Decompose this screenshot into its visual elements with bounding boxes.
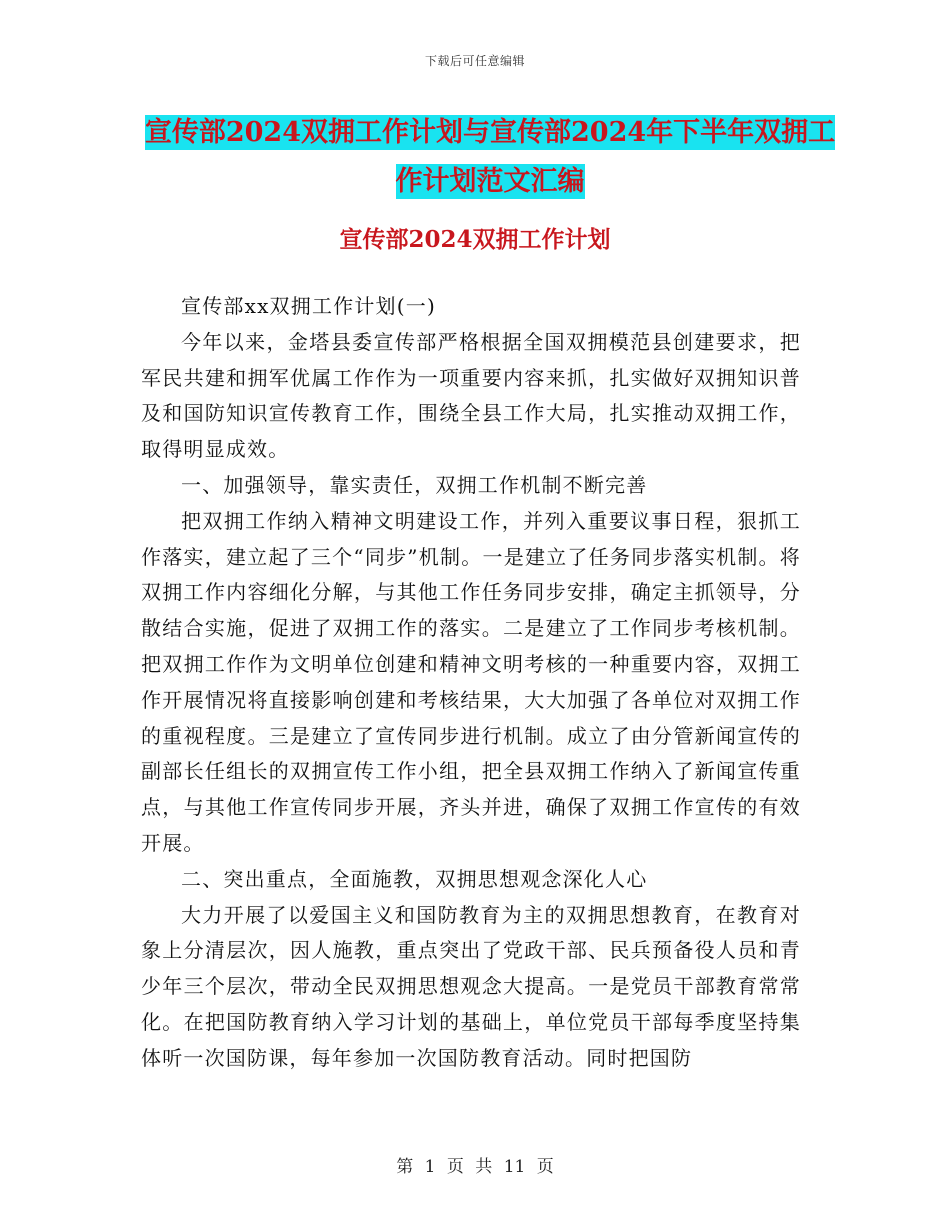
paragraph: 大力开展了以爱国主义和国防教育为主的双拥思想教育，在教育对象上分清层次，因人施教，重点突出了党政干部、民兵预备役人员和青少年三个层次，带动全民双拥思想观念大提高。一是党员干部教育常常化。在把国防教育纳入学习计划的基础上，单位党员干部每季度坚持集体听一次国防课，每年参加一次国防教育活动。同时把国防 bbox=[141, 902, 801, 1070]
paragraph: 今年以来，金塔县委宣传部严格根据全国双拥模范县创建要求，把军民共建和拥军优属工作作为一项重要内容来抓，扎实做好双拥知识普及和国防知识宣传教育工作，围绕全县工作大局，扎实推动双拥工作，取得明显成效。 bbox=[141, 329, 801, 462]
document-title bbox=[140, 108, 840, 206]
section-title: 宣传部2024双拥工作计划 bbox=[339, 226, 611, 253]
page-number: 第 1 页 共 11 页 bbox=[396, 1157, 554, 1177]
paragraph-heading: 一、加强领导，靠实责任，双拥工作机制不断完善 bbox=[181, 472, 648, 497]
document-body bbox=[141, 289, 801, 1077]
paragraph: 把双拥工作纳入精神文明建设工作，并列入重要议事日程，狠抓工作落实，建立起了三个“同步”机制。一是建立了任务同步落实机制。将双拥工作内容细化分解，与其他工作任务同步安排，确定主抓领导，分散结合实施，促进了双拥工作的落实。二是建立了工作同步考核机制。把双拥工作作为文明单位创建和精神文明考核的一种重要内容，双拥工作开展情况将直接影响创建和考核结果，大大加强了各单位对双拥工作的重视程度。三是建立了宣传同步进行机制。成立了由分管新闻宣传的副部长任组长的双拥宣传工作小组，把全县双拥工作纳入了新闻宣传重点，与其他工作宣传同步开展，齐头并进，确保了双拥工作宣传的有效开展。 bbox=[141, 508, 801, 855]
header-note: 下载后可任意编辑 bbox=[424, 54, 525, 68]
paragraph: 宣传部xx双拥工作计划(一) bbox=[181, 294, 436, 318]
document-title-text: 宣传部2024双拥工作计划与宣传部2024年下半年双拥工作计划范文汇编 bbox=[144, 117, 836, 197]
paragraph-heading: 二、突出重点，全面施教，双拥思想观念深化人心 bbox=[181, 866, 648, 891]
